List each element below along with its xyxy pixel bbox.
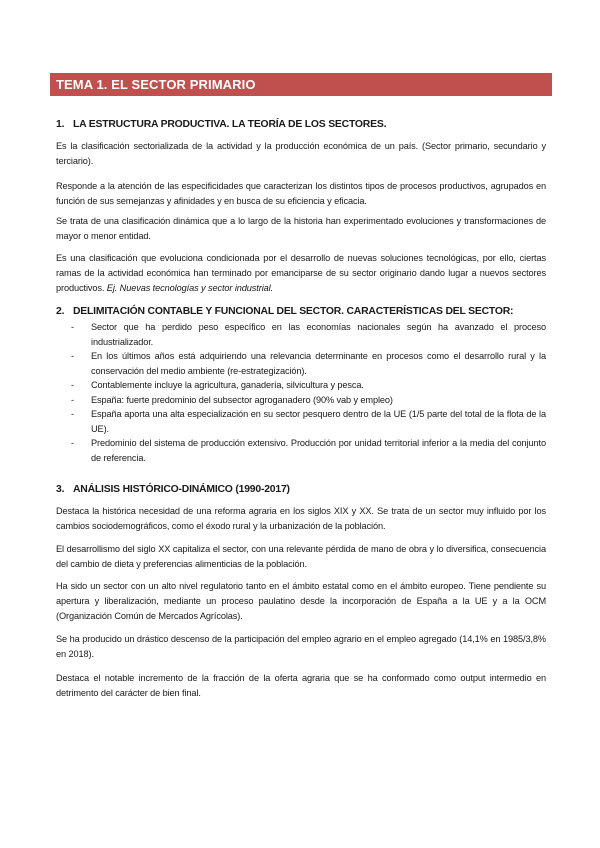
list-item-text: Predominio del sistema de producción extensivo. Producción por unidad territorial inferior a la media del conjunto de referencia. — [91, 438, 546, 463]
s2-characteristics-list — [56, 320, 546, 465]
list-item — [56, 436, 546, 465]
section-1-title: LA ESTRUCTURA PRODUCTIVA. LA TEORÍA DE LOS SECTORES. — [73, 119, 387, 130]
section-1-number: 1. — [56, 119, 65, 130]
bullet-dash: - — [71, 438, 74, 448]
list-item-text: España: fuerte predominio del subsector agroganadero (90% vab y empleo) — [91, 394, 393, 405]
list-item — [56, 349, 546, 378]
bullet-dash: - — [71, 351, 74, 361]
list-item — [56, 320, 546, 349]
section-1-heading — [56, 118, 386, 131]
section-2-heading — [56, 305, 513, 318]
s1-paragraph-2: Responde a la atención de las especificidades que caracterizan los distintos tipos de procesos productivos, agrupados en función de sus semejanzas y afinidades y en busca de su eficiencia y eficacia. — [56, 181, 546, 206]
s3-paragraph-2: El desarrollismo del siglo XX capitaliza el sector, con una relevante pérdida de mano de obra y lo diversifica, consecuencia del cambio de dieta y preferencias alimenticias de la población. — [56, 544, 546, 569]
list-item-text: En los últimos años está adquiriendo una relevancia determinante en procesos como el desarrollo rural y la conservación del medio ambiente (re-estrategización). — [91, 351, 546, 376]
section-2-number: 2. — [56, 306, 65, 317]
s1-paragraph-3: Se trata de una clasificación dinámica que a lo largo de la historia han experimentado evoluciones y transformaciones de mayor o menor entidad. — [56, 216, 546, 241]
list-item — [56, 407, 546, 436]
section-3-heading — [56, 483, 290, 496]
s3-paragraph-5: Destaca el notable incremento de la fracción de la oferta agraria que se ha conformado como output intermedio en detrimento del carácter de bien final. — [56, 673, 546, 698]
list-item — [56, 378, 546, 393]
s1-paragraph-1: Es la clasificación sectorializada de la actividad y la producción económica de un país. (Sector primario, secundario y terciario). — [56, 141, 546, 166]
bullet-dash: - — [71, 322, 74, 332]
list-item-text: Sector que ha perdido peso específico en las economías nacionales según ha avanzado el proceso industrializador. — [91, 322, 546, 347]
list-item-text: Contablemente incluye la agricultura, ganadería, silvicultura y pesca. — [91, 380, 364, 390]
list-item — [56, 393, 546, 408]
bullet-dash: - — [71, 409, 74, 419]
section-3-title: ANÁLISIS HISTÓRICO-DINÁMICO (1990-2017) — [73, 484, 290, 495]
chapter-banner: TEMA 1. EL SECTOR PRIMARIO — [50, 73, 552, 96]
section-2-title: DELIMITACIÓN CONTABLE Y FUNCIONAL DEL SECTOR. CARACTERÍSTICAS DEL SECTOR: — [73, 306, 514, 317]
s1-paragraph-4-text: Es una clasificación que evoluciona condicionada por el desarrollo de nuevas soluciones tecnológicas, por ello, ciertas ramas de la actividad económica han terminado por emanciparse de su sector originario dando lugar a nuevos sectores productivos. — [56, 253, 546, 293]
section-3-number: 3. — [56, 484, 65, 495]
s3-paragraph-1: Destaca la histórica necesidad de una reforma agraria en los siglos XIX y XX. Se trata de un sector muy influido por los cambios sociodemográficos, como el éxodo rural y la urbanización de la población. — [56, 506, 546, 531]
list-item-text: España aporta una alta especialización en su sector pesquero dentro de la UE (1/5 parte del total de la flota de la UE). — [91, 409, 546, 434]
bullet-dash: - — [71, 394, 74, 405]
s1-paragraph-4-example: Ej. Nuevas tecnologías y sector industrial. — [106, 283, 274, 293]
bullet-dash: - — [71, 380, 74, 390]
s3-paragraph-3: Ha sido un sector con un alto nivel regulatorio tanto en el ámbito estatal como en el ámbito europeo. Tiene pendiente su apertura y liberalización, mediante un proceso paulatino desde la incorporación de España a la UE y a la OCM (Organización Común de Mercados Agrícolas). — [56, 581, 546, 621]
s3-paragraph-4: Se ha producido un drástico descenso de la participación del empleo agrario en el empleo agregado (14,1% en 1985/3,8% en 2018). — [56, 634, 546, 659]
s1-paragraph-4 — [56, 251, 546, 296]
